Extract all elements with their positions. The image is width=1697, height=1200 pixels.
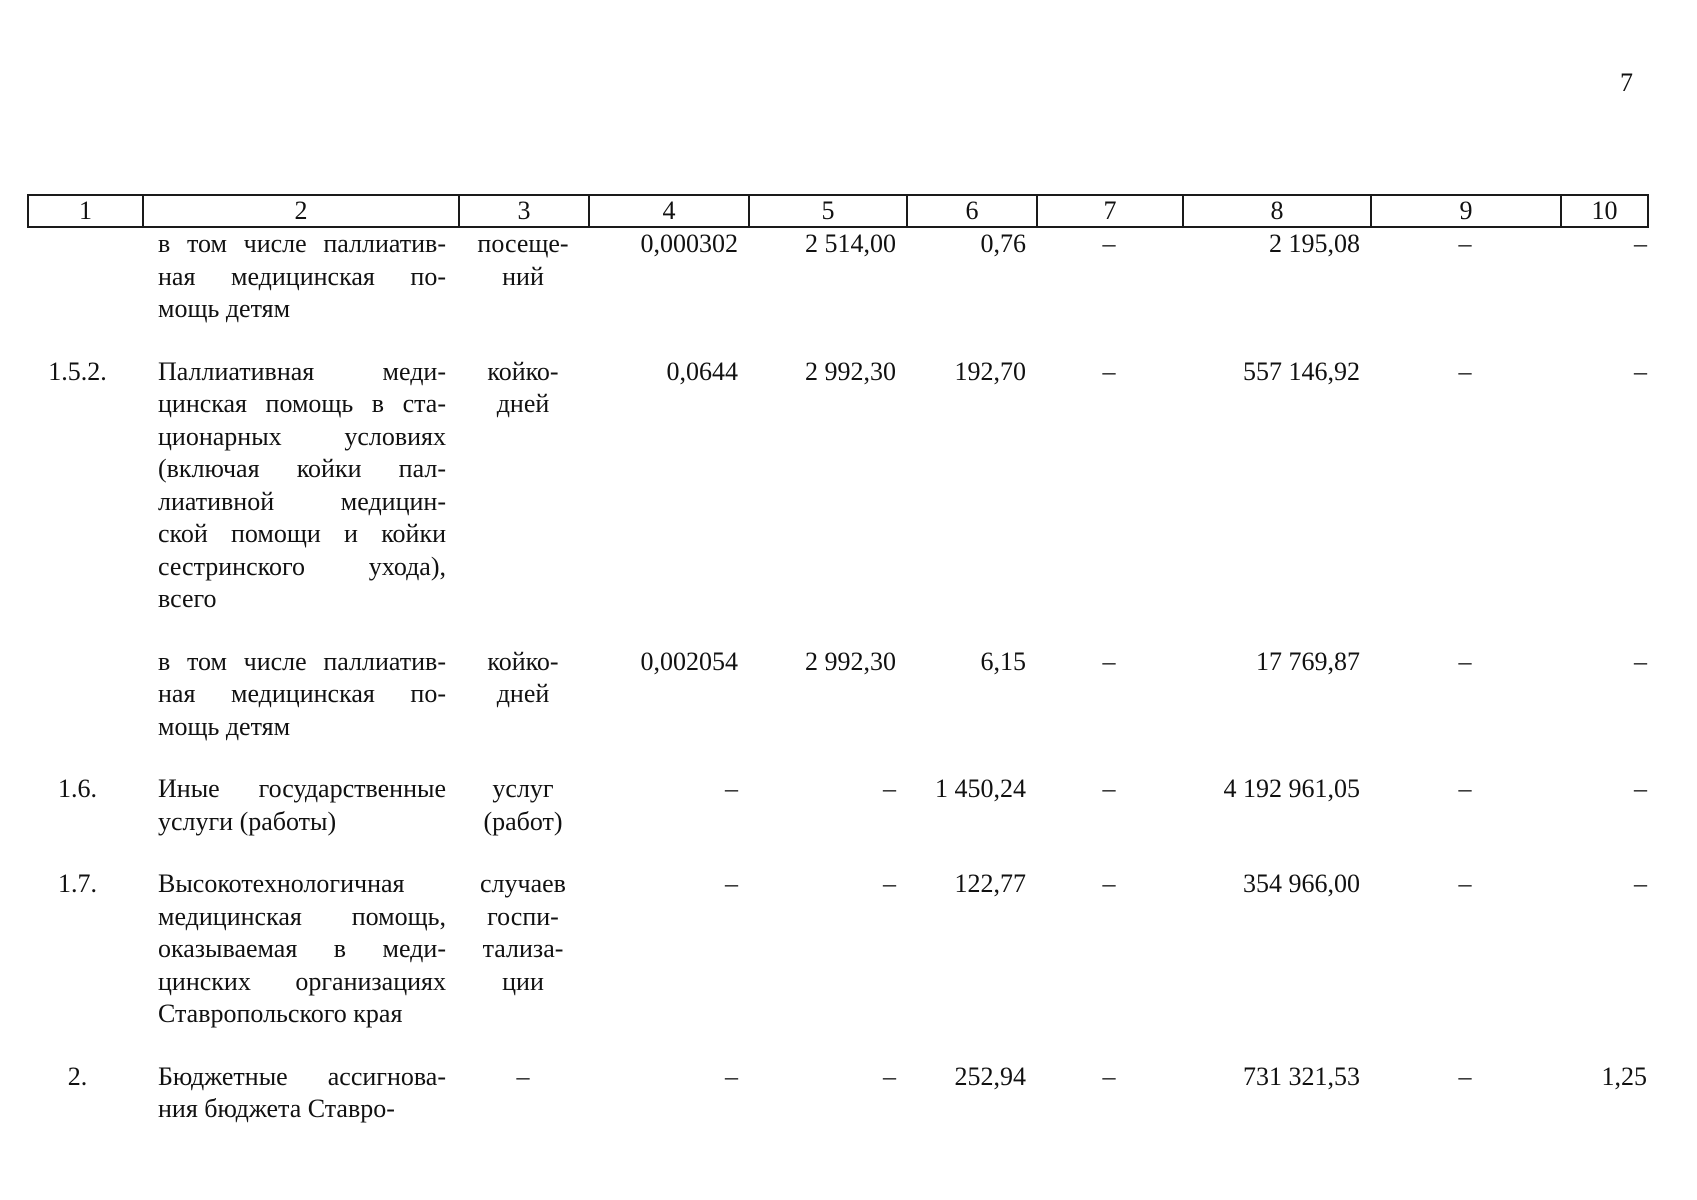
column-header-3: 3 xyxy=(459,195,589,227)
row-number xyxy=(27,228,142,356)
row-value-col4: 0,000302 xyxy=(640,229,738,258)
row-unit-line: ции xyxy=(502,966,544,996)
row-name-line: Высокотехнологичная xyxy=(158,869,405,898)
row-value-col9: – xyxy=(1458,356,1472,386)
row-value-col10: 1,25 xyxy=(1601,1061,1647,1091)
row-unit-line: дней xyxy=(496,679,550,708)
row-name-line: в том числе паллиатив- xyxy=(158,646,446,676)
row-value-col6: 1 450,24 xyxy=(935,774,1026,803)
row-unit-line: госпи- xyxy=(487,901,559,931)
table-body xyxy=(27,228,1647,1156)
column-header-1: 1 xyxy=(28,195,143,227)
row-value-col6: 252,94 xyxy=(954,1061,1026,1091)
data-table xyxy=(27,228,1647,1156)
column-header-7: 7 xyxy=(1037,195,1183,227)
row-name-line: всего xyxy=(158,584,217,613)
row-value-col8: 2 195,08 xyxy=(1269,229,1360,258)
row-name-line: Ставропольского края xyxy=(158,999,403,1028)
row-unit xyxy=(458,228,588,356)
row-value-col8: 354 966,00 xyxy=(1243,869,1360,898)
row-unit-line: тализа- xyxy=(482,934,564,963)
row-value-col10: – xyxy=(1634,869,1647,898)
row-value-col8: 4 192 961,05 xyxy=(1223,774,1360,803)
row-unit-line: ний xyxy=(502,261,544,291)
row-name-line: цинских организациях xyxy=(158,966,446,996)
row-name-line: Паллиативная меди- xyxy=(158,356,446,386)
table-row xyxy=(27,868,1647,1061)
row-value-col7: – xyxy=(1102,1061,1116,1091)
row-name-line: мощь детям xyxy=(158,294,291,323)
row-number: 1.6. xyxy=(58,774,97,803)
row-unit-line: посеще- xyxy=(477,229,569,258)
row-value-col8: 557 146,92 xyxy=(1243,356,1360,386)
page-number: 7 xyxy=(1620,68,1633,97)
column-header-5: 5 xyxy=(749,195,907,227)
row-name-line: ная медицинская по- xyxy=(158,261,446,291)
row-name-line: медицинская помощь, xyxy=(158,901,446,931)
table-row xyxy=(27,356,1647,646)
column-header-4: 4 xyxy=(589,195,749,227)
row-name xyxy=(142,356,458,646)
column-header-10: 10 xyxy=(1561,195,1648,227)
row-value-col5: 2 992,30 xyxy=(805,646,896,676)
row-unit xyxy=(458,1061,588,1156)
row-name xyxy=(142,773,458,868)
row-value-col5: – xyxy=(883,869,896,898)
row-value-col9: – xyxy=(1458,869,1472,898)
row-value-col9: – xyxy=(1458,774,1472,803)
row-name-line: ния бюджета Ставро- xyxy=(158,1094,395,1123)
row-value-col5: 2 514,00 xyxy=(805,229,896,258)
row-value-col5: – xyxy=(883,774,896,803)
row-name-line: мощь детям xyxy=(158,711,291,741)
row-name-line: ционарных условиях xyxy=(158,421,446,451)
row-name xyxy=(142,228,458,356)
row-name xyxy=(142,868,458,1061)
row-unit xyxy=(458,356,588,646)
row-number: 1.7. xyxy=(58,869,97,898)
row-name-line: Бюджетные ассигнова- xyxy=(158,1061,446,1091)
row-value-col9: – xyxy=(1458,646,1472,676)
row-name-line: услуги (работы) xyxy=(158,806,337,836)
row-value-col7: – xyxy=(1102,646,1116,676)
row-value-col7: – xyxy=(1102,356,1116,386)
row-value-col7: – xyxy=(1102,229,1116,258)
row-value-col4: – xyxy=(725,774,738,803)
row-name-line: Иные государственные xyxy=(158,774,446,803)
table-row xyxy=(27,1061,1647,1156)
row-name-line: сестринского ухода), xyxy=(158,551,446,581)
row-value-col9: – xyxy=(1458,1061,1472,1091)
row-unit xyxy=(458,868,588,1061)
column-header-6: 6 xyxy=(907,195,1037,227)
row-name xyxy=(142,646,458,774)
column-header-9: 9 xyxy=(1371,195,1561,227)
row-unit-line: (работ) xyxy=(483,806,563,836)
row-value-col10: – xyxy=(1634,646,1647,676)
row-name-line: оказываемая в меди- xyxy=(158,934,446,963)
column-header-8: 8 xyxy=(1183,195,1371,227)
row-value-col9: – xyxy=(1458,229,1472,258)
row-value-col8: 731 321,53 xyxy=(1243,1061,1360,1091)
row-name-line: цинская помощь в ста- xyxy=(158,389,446,418)
row-value-col8: 17 769,87 xyxy=(1256,646,1360,676)
table-row xyxy=(27,228,1647,356)
row-name-line: в том числе паллиатив- xyxy=(158,229,446,258)
row-number xyxy=(27,646,142,774)
row-unit-line: случаев xyxy=(480,869,566,898)
row-name-line: ской помощи и койки xyxy=(158,519,446,548)
row-value-col4: 0,0644 xyxy=(666,356,738,386)
row-unit-line: – xyxy=(516,1061,530,1091)
row-name-line: ная медицинская по- xyxy=(158,679,446,708)
row-name-line: лиативной медицин- xyxy=(158,486,446,516)
table-row xyxy=(27,773,1647,868)
row-number: 2. xyxy=(67,1061,88,1091)
row-name xyxy=(142,1061,458,1156)
row-value-col7: – xyxy=(1102,869,1116,898)
row-value-col4: 0,002054 xyxy=(640,646,738,676)
row-value-col10: – xyxy=(1634,356,1647,386)
row-unit xyxy=(458,773,588,868)
row-value-col5: – xyxy=(883,1061,896,1091)
row-unit-line: дней xyxy=(496,389,550,418)
row-value-col6: 192,70 xyxy=(954,356,1026,386)
row-value-col4: – xyxy=(725,869,738,898)
row-unit-line: койко- xyxy=(487,646,559,676)
row-unit-line: койко- xyxy=(487,356,559,386)
row-unit xyxy=(458,646,588,774)
row-value-col6: 0,76 xyxy=(980,229,1026,258)
column-number-header xyxy=(27,194,1649,228)
table-row xyxy=(27,646,1647,774)
row-value-col5: 2 992,30 xyxy=(805,356,896,386)
column-header-2: 2 xyxy=(143,195,459,227)
row-name-line: (включая койки пал- xyxy=(158,454,446,483)
row-value-col7: – xyxy=(1102,774,1116,803)
row-value-col4: – xyxy=(725,1061,738,1091)
row-value-col6: 6,15 xyxy=(980,646,1026,676)
row-value-col10: – xyxy=(1634,774,1647,803)
row-value-col10: – xyxy=(1634,229,1647,258)
row-value-col6: 122,77 xyxy=(954,869,1026,898)
row-unit-line: услуг xyxy=(492,774,554,803)
row-number: 1.5.2. xyxy=(48,356,107,386)
